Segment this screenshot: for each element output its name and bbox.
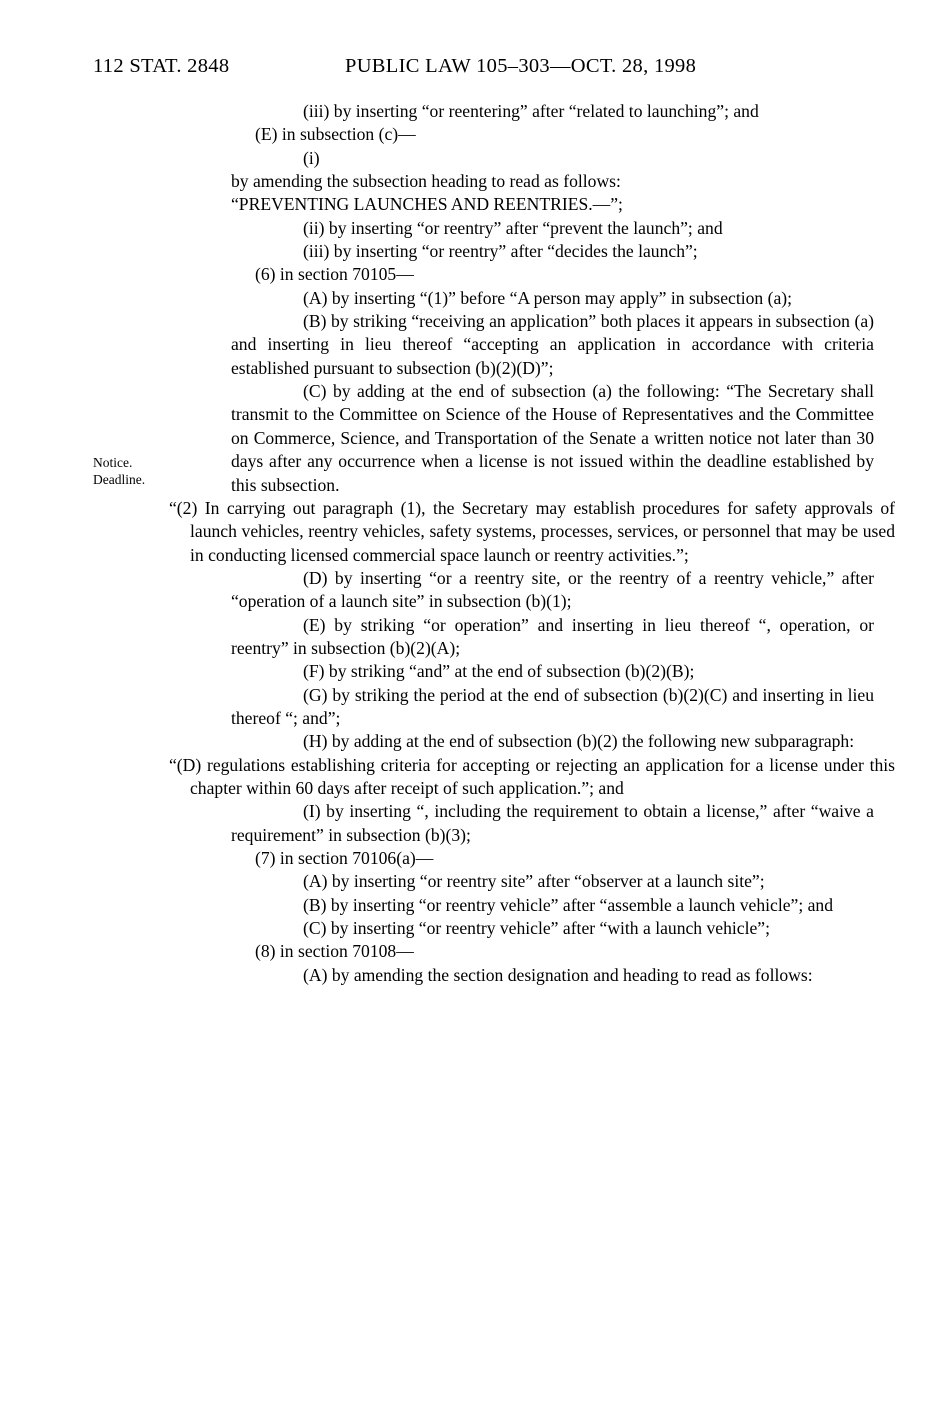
sidenote-deadline: Deadline.: [93, 471, 146, 487]
paragraph: (G) by striking the period at the end of subsection (b)(2)(C) and inserting in lieu thereof “; and”;: [231, 684, 874, 728]
paragraph-heading-quote: “PREVENTING LAUNCHES AND REENTRIES.—”;: [231, 194, 623, 215]
paragraph: (C) by adding at the end of subsection (a) the following: “The Secretary shall transmit to the Committee on Science of the House of Representatives and the Committee on Commerce, Science, and Transportation of the Senate a written notice not later than 30 days after any occurrence when a license is not issued within the deadline established by this subsection.: [231, 381, 874, 495]
paragraph: by amending the subsection heading to read as follows:: [231, 171, 621, 192]
paragraph: (D) by inserting “or a reentry site, or the reentry of a reentry vehicle,” after “operation of a launch site” in subsection (b)(1);: [231, 567, 874, 612]
paragraph: (B) by inserting “or reentry vehicle” after “assemble a launch vehicle”; and: [303, 894, 834, 915]
paragraph: (6) in section 70105—: [255, 264, 414, 285]
page-header: [0, 55, 940, 85]
paragraph: (A) by inserting “or reentry site” after “observer at a launch site”;: [303, 871, 765, 892]
paragraph: (7) in section 70106(a)—: [255, 848, 434, 868]
paragraph: (iii) by inserting “or reentry” after “decides the launch”;: [303, 241, 698, 262]
paragraph: (B) by striking “receiving an application” both places it appears in subsection (a) and inserting in lieu thereof “accepting an application in accordance with criteria established pursuant to subsection (b)(2)(D)”;: [231, 311, 874, 378]
paragraph: (A) by amending the section designation and heading to read as follows:: [303, 964, 813, 985]
paragraph-quoted: “(2) In carrying out paragraph (1), the Secretary may establish procedures for safety approvals of launch vehicles, reentry vehicles, safety systems, processes, services, or personnel that may be used in conducting licensed commercial space launch or reentry activities.”;: [169, 497, 895, 565]
paragraph: (E) in subsection (c)—: [255, 124, 416, 145]
statute-page-number: 112 STAT. 2848: [93, 55, 230, 77]
sidenote-notice: Notice.: [93, 455, 133, 470]
paragraph: (ii) by inserting “or reentry” after “prevent the launch”; and: [303, 217, 723, 238]
paragraph: (E) by striking “or operation” and inserting in lieu thereof “, operation, or reentry” in subsection (b)(2)(A);: [231, 614, 874, 658]
paragraph-quoted: “(D) regulations establishing criteria for accepting or rejecting an application for a license under this chapter within 60 days after receipt of such application.”; and: [169, 754, 895, 798]
paragraph: (I) by inserting “, including the requirement to obtain a license,” after “waive a requirement” in subsection (b)(3);: [231, 801, 874, 845]
paragraph: (8) in section 70108—: [255, 941, 414, 962]
paragraph: (iii) by inserting “or reentering” after “related to launching”; and: [303, 101, 759, 121]
paragraph: (H) by adding at the end of subsection (b)(2) the following new subparagraph:: [303, 731, 855, 752]
paragraph: (F) by striking “and” at the end of subsection (b)(2)(B);: [303, 661, 695, 682]
paragraph: (i): [303, 147, 320, 168]
paragraph: (A) by inserting “(1)” before “A person may apply” in subsection (a);: [303, 287, 793, 308]
paragraph: (C) by inserting “or reentry vehicle” after “with a launch vehicle”;: [303, 918, 770, 939]
body-column: [169, 100, 895, 987]
public-law-header: PUBLIC LAW 105–303—OCT. 28, 1998: [345, 55, 697, 77]
margin-sidenotes: [93, 455, 203, 488]
